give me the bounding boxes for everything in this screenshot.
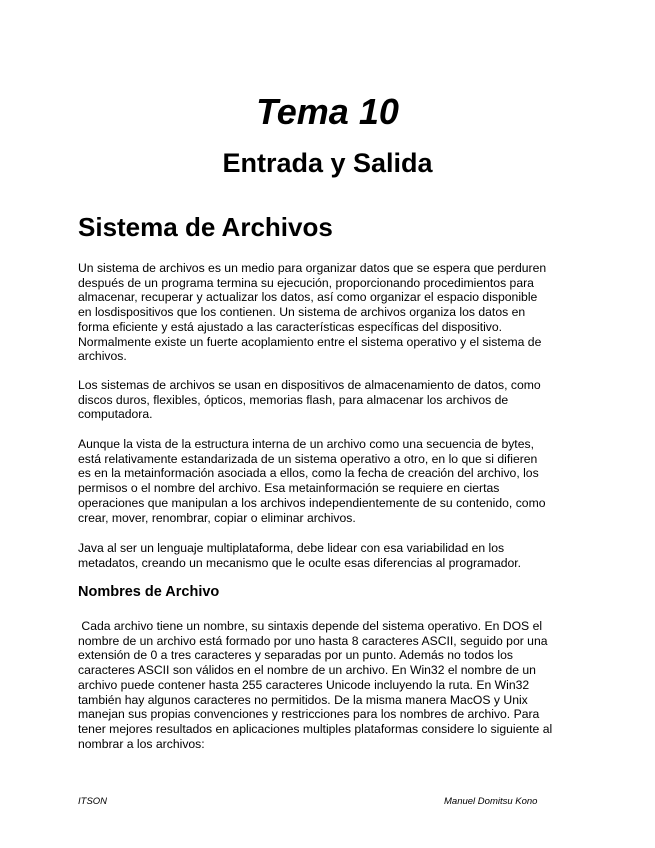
text-line: Aunque la vista de la estructura interna de un archivo como una secuencia de bytes, [78, 437, 534, 451]
paragraph-storage-devices [78, 378, 558, 422]
text-line: Cada archivo tiene un nombre, su sintaxis depende del sistema operativo. En DOS el [78, 619, 543, 633]
text-line: almacenar, recuperar y actualizar los datos, así como organizar el espacio disponible [78, 290, 538, 305]
text-line: discos duros, flexibles, ópticos, memorias flash, para almacenar los archivos de [78, 392, 509, 407]
text-line: Un sistema de archivos es un medio para organizar datos que se espera que perduren [78, 261, 547, 275]
text-line: nombrar a los archivos: [78, 736, 205, 751]
paragraph-java-metadata [78, 541, 558, 570]
text-line: manejan sus propias convenciones y restricciones para los nombres de archivo. Para [78, 707, 540, 722]
text-line: nombre de un archivo está formado por uno hasta 8 caracteres ASCII, seguido por una [78, 633, 548, 648]
text-line: en losdispositivos que los contienen. Un sistema de archivos organiza los datos en [78, 305, 526, 320]
text-line: Normalmente existe un fuerte acoplamiento entre el sistema operativo y el sistema de [78, 334, 542, 349]
text-line: Los sistemas de archivos se usan en dispositivos de almacenamiento de datos, como [78, 378, 541, 392]
text-line: está relativamente estandarizada de un sistema operativo a otro, en lo que si difieren [78, 451, 538, 466]
text-line: extensión de 0 a tres caracteres y separadas por un punto. Además no todos los [78, 648, 513, 663]
text-line: Java al ser un lenguaje multiplataforma, debe lidear con esa variabilidad en los [78, 541, 505, 555]
paragraph-file-names [78, 619, 558, 751]
text-line: archivos. [78, 349, 127, 364]
chapter-subtitle: Entrada y Salida [222, 148, 433, 178]
text-line: archivo puede contener hasta 255 caracteres Unicode incluyendo la ruta. En Win32 [78, 677, 530, 692]
text-line: es en la metainformación asociada a ellos, como la fecha de creación del archivo, los [78, 466, 539, 481]
text-line: crear, mover, renombrar, copiar o eliminar archivos. [78, 510, 356, 525]
chapter-title: Tema 10 [256, 91, 399, 132]
text-line: caracteres ASCII son válidos en el nombre de un archivo. En Win32 el nombre de un [78, 663, 536, 678]
text-line: permisos o el nombre del archivo. Esa metainformación se requiere en ciertas [78, 481, 500, 496]
subsection-heading: Nombres de Archivo [78, 584, 220, 600]
footer-institution: ITSON [78, 796, 108, 807]
text-line: metadatos, creando un mecanismo que le oculte esas diferencias al programador. [78, 555, 522, 570]
text-line: forma eficiente y está ajustado a las características específicas del dispositivo. [78, 319, 503, 334]
paragraph-file-system-definition [78, 261, 558, 364]
footer-author: Manuel Domitsu Kono [444, 796, 538, 807]
text-line: computadora. [78, 407, 153, 422]
text-line: después de un programa termina su ejecución, proporcionando procedimientos para [78, 275, 534, 290]
text-line: también hay algunos caracteres no permitidos. De la misma manera MacOS y Unix [78, 692, 528, 707]
text-line: tener mejores resultados en aplicaciones multiples plataformas considere lo siguiente al [78, 721, 553, 736]
text-line: operaciones que manipulan a los archivos independientemente de su contenido, como [78, 495, 546, 510]
paragraph-metainformation [78, 437, 558, 525]
section-heading: Sistema de Archivos [78, 212, 333, 242]
